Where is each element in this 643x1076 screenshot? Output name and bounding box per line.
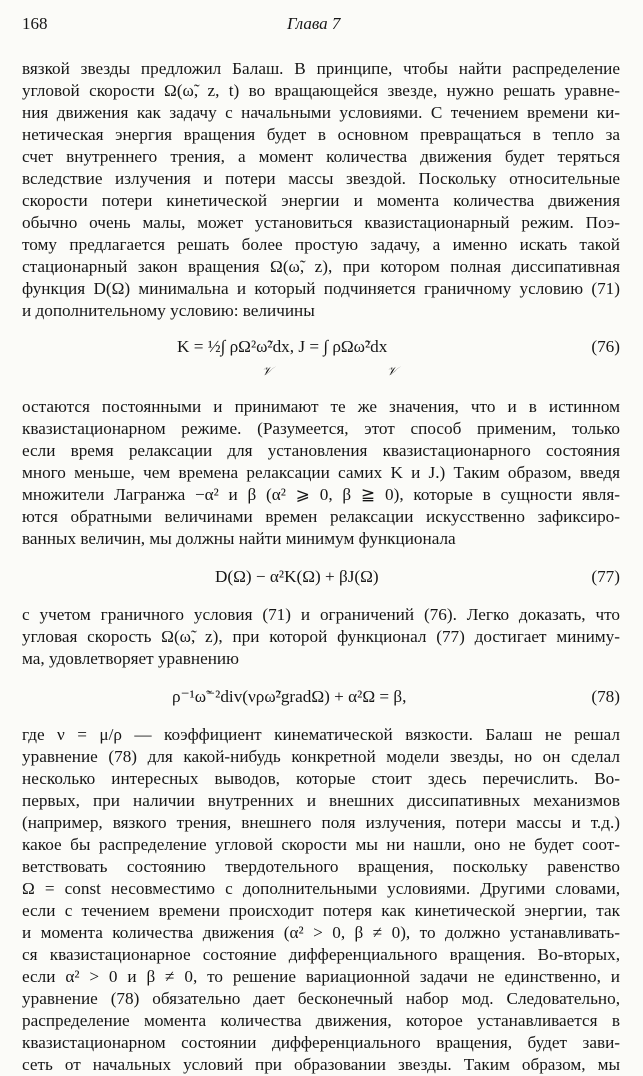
text-line: ния движения как задачу с начальными условиями. С течением времени ки- xyxy=(22,103,620,122)
equation-formula: ρ⁻¹ω̃⁻²div(νρω̃²gradΩ) + α²Ω = β, xyxy=(172,687,407,706)
text-line: нетическая энергия вращения будет в основном превращаться в тепло за xyxy=(22,125,620,144)
equation-number: (78) xyxy=(591,687,620,706)
text-line: и дополнительному условию: величины xyxy=(22,301,315,320)
text-line: уравнение (78) для какой-нибудь конкретной модели звезды, но он сделал xyxy=(22,747,620,766)
page-header xyxy=(22,14,621,38)
equation-76 xyxy=(22,322,620,380)
text-line: ются обратными величинами времен релаксации искусственно зафиксиро- xyxy=(22,507,620,526)
text-line: Ω = const несовместимо с дополнительными условиями. Другими словами, xyxy=(22,879,620,898)
text-line: ветствовать состоянию твердотельного вращения, поскольку равенство xyxy=(22,857,620,876)
text-line: где ν = μ/ρ — коэффициент кинематической вязкости. Балаш не решал xyxy=(22,725,620,744)
paragraph-4 xyxy=(22,724,620,1076)
text-line: функция D(Ω) минимальна и который подчиняется граничному условию (71) xyxy=(22,279,620,298)
text-line: квазистационарном состоянии дифференциального вращения, будет зави- xyxy=(22,1033,620,1052)
text-line: ма, удовлетворяет уравнению xyxy=(22,649,239,668)
equation-formula: K = ½∫ ρΩ²ω̃²dx, J = ∫ ρΩω̃²dx xyxy=(177,337,388,356)
equation-number: (77) xyxy=(591,567,620,586)
text-line: если время релаксации для установления квазистационарного состояния xyxy=(22,441,620,460)
chapter-title: Глава 7 xyxy=(287,14,341,33)
text-line: множители Лагранжа −α² и β (α² ⩾ 0, β ≧ 0), которые в сущности явля- xyxy=(22,485,620,504)
text-line: ванных величин, мы должны найти минимум функционала xyxy=(22,529,456,548)
text-line: распределение момента количества движения, которое устанавливается в xyxy=(22,1011,620,1030)
equation-number: (76) xyxy=(591,337,620,356)
text-line: счет внутреннего трения, а момент количества движения будет теряться xyxy=(22,147,620,166)
equation-77 xyxy=(22,566,620,588)
text-line: (например, вязкого трения, внешнего поля излучения, потери массы и т.д.) xyxy=(22,813,620,832)
text-line: вязкой звезды предложил Балаш. В принципе, чтобы найти распределение xyxy=(22,59,620,78)
equation-78 xyxy=(22,686,620,708)
text-line: вследствие излучения и потери массы звездой. Поскольку относительные xyxy=(22,169,620,188)
text-line: если с течением времени происходит потеря как кинетической энергии, так xyxy=(22,901,620,920)
text-line: угловая скорость Ω(ω̃, z), при которой функционал (77) достигает миниму- xyxy=(22,627,620,646)
text-line: квазистационарном режиме. (Разумеется, этот способ применим, только xyxy=(22,419,620,438)
paragraph-3 xyxy=(22,604,620,670)
text-line: обычно очень малы, может установиться квазистационарный режим. Поэ- xyxy=(22,213,620,232)
text-line: сеть от начальных условий при образовании звезды. Таким образом, мы xyxy=(22,1055,620,1074)
text-line: остаются постоянными и принимают те же значения, что и в истинном xyxy=(22,397,620,416)
paragraph-2 xyxy=(22,396,620,550)
text-line: уравнение (78) обязательно дает бесконечный набор мод. Следовательно, xyxy=(22,989,620,1008)
text-line: стационарный закон вращения Ω(ω̃, z), при котором полная диссипативная xyxy=(22,257,620,276)
equation-formula: D(Ω) − α²K(Ω) + βJ(Ω) xyxy=(215,567,379,586)
text-line: если α² > 0 и β ≠ 0, то решение вариационной задачи не единственно, и xyxy=(22,967,620,986)
integration-domain: 𝒱 xyxy=(262,364,272,378)
text-line: с учетом граничного условия (71) и ограничений (76). Легко доказать, что xyxy=(22,605,620,624)
text-line: тому предлагается решать более простую задачу, а именно искать такой xyxy=(22,235,620,254)
integration-domain: 𝒱 xyxy=(387,364,397,378)
page-number: 168 xyxy=(22,14,48,33)
text-line: первых, при наличии внутренних и внешних диссипативных механизмов xyxy=(22,791,620,810)
text-line: ся квазистационарное состояние дифференциального вращения. Во-вторых, xyxy=(22,945,620,964)
page-body xyxy=(22,58,620,1076)
text-line: какое бы распределение угловой скорости мы ни нашли, оно не будет соот- xyxy=(22,835,620,854)
text-line: несколько интересных выводов, которые стоит здесь перечислить. Во- xyxy=(22,769,620,788)
text-line: скорости потери кинетической энергии и момента количества движения xyxy=(22,191,620,210)
text-line: много меньше, чем времена релаксации самих K и J.) Таким образом, введя xyxy=(22,463,620,482)
text-line: угловой скорости Ω(ω̃, z, t) во вращающейся звезде, нужно решать уравне- xyxy=(22,81,620,100)
text-line: и момента количества движения (α² > 0, β ≠ 0), то должно устанавливать- xyxy=(22,923,620,942)
paragraph-1 xyxy=(22,58,620,322)
